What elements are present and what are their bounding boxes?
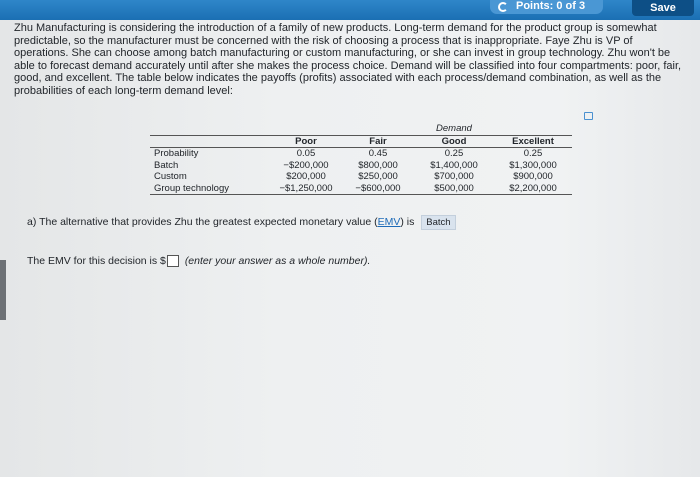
top-toolbar: [0, 0, 700, 20]
table-cell: $800,000: [358, 159, 398, 171]
row-label: Probability: [154, 148, 199, 159]
question-panel: [0, 20, 700, 477]
table-cell: $250,000: [358, 171, 398, 182]
points-indicator: [490, 0, 603, 14]
table-cell: $700,000: [434, 171, 474, 182]
copy-table-icon[interactable]: [584, 112, 593, 120]
payoff-table: [150, 123, 572, 195]
emv-link[interactable]: EMV: [377, 216, 401, 228]
table-column-header-row: [150, 135, 572, 148]
table-cell: $500,000: [414, 183, 494, 195]
row-label: Group technology: [150, 183, 270, 195]
alternative-dropdown[interactable]: Batch: [421, 215, 455, 230]
table-cell: $1,300,000: [509, 159, 557, 171]
table-cell: $1,400,000: [430, 159, 478, 171]
table-cell: 0.25: [444, 148, 464, 159]
table-cell: 0.25: [523, 148, 543, 159]
emv-prefix: The EMV for this decision is $: [27, 255, 166, 267]
table-cell: 0.45: [368, 148, 388, 159]
table-cell: −$200,000: [283, 159, 329, 171]
emv-question: [27, 255, 370, 267]
table-cell: $2,200,000: [494, 183, 572, 195]
points-label: Points: 0 of 3: [516, 0, 586, 12]
emv-input[interactable]: [167, 255, 179, 267]
emv-hint: (enter your answer as a whole number).: [184, 255, 371, 267]
table-cell: $200,000: [286, 171, 326, 182]
table-row: [150, 160, 572, 172]
row-label: Batch: [154, 159, 179, 171]
table-cell: −$1,250,000: [270, 183, 342, 195]
scroll-indicator: [0, 260, 6, 320]
question-a: [27, 215, 456, 230]
table-row: [150, 183, 572, 195]
refresh-icon[interactable]: [498, 2, 508, 12]
question-a-prefix: a) The alternative that provides Zhu the greatest expected monetary value (: [27, 216, 378, 228]
problem-statement: Zhu Manufacturing is considering the introduction of a family of new products. Long-term demand for the product group is somewhat predictable, so the manufacturer must be concerned with the risk of choosing a process that is inappropriate. Faye Zhu is VP of operations. She can choose among batch manufacturing or custom manufacturing, or she can invest in group technology. Zhu won't be able to forecast demand accurately until after she makes the process choice. Demand will be classified into four compartments: poor, fair, good, and excellent. The table below indicates the payoffs (profits) associated with each process/demand combination, as well as the probabilities of each long-term demand level:: [14, 22, 682, 97]
demand-header: Demand: [436, 123, 472, 134]
table-cell: 0.05: [296, 148, 316, 159]
table-row: [150, 148, 572, 160]
row-label: Custom: [154, 171, 187, 182]
table-cell: −$600,000: [342, 183, 414, 195]
column-header: Excellent: [494, 135, 572, 148]
column-header: Poor: [270, 135, 342, 148]
table-cell: $900,000: [513, 171, 553, 182]
column-header: Good: [414, 135, 494, 148]
table-group-header-row: [150, 123, 572, 135]
column-header: Fair: [342, 135, 414, 148]
table-row: [150, 171, 572, 183]
question-a-suffix: ) is: [400, 216, 415, 228]
save-button[interactable]: Save: [632, 0, 694, 16]
